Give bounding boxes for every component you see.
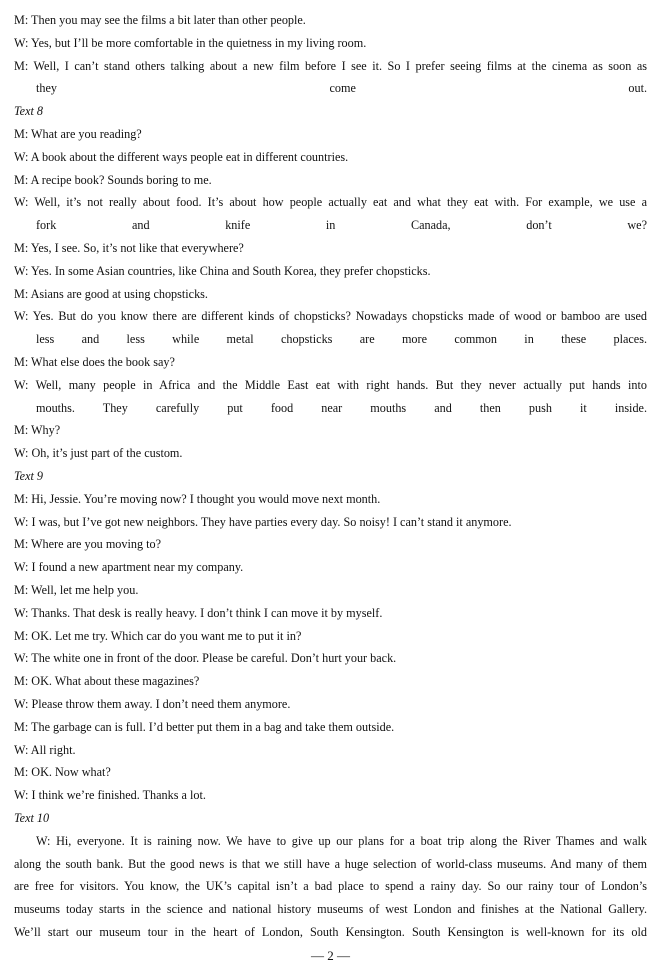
section-heading: Text 9 (14, 469, 44, 483)
text-line: fork and knife in Canada, don’t we? (36, 218, 647, 233)
text-line: M: Asians are good at using chopsticks. (14, 286, 208, 301)
text-line: W: I found a new apartment near my company. (14, 560, 244, 575)
text-line: W: Well, it’s not really about food. It’s about how people actually eat and what they eat with. For example, we use a (14, 195, 647, 210)
text-line: along the south bank. But the good news is that we still have a huge selection of world-class museums. And many of them (14, 856, 647, 871)
text-line: W: The white one in front of the door. Please be careful. Don’t hurt your back. (14, 651, 397, 666)
text-line: W: Hi, everyone. It is raining now. We have to give up our plans for a boat trip along the River Thames and walk (36, 833, 647, 848)
text-line: M: OK. Now what? (14, 765, 111, 780)
page-number: — 2 — (311, 948, 350, 963)
text-line: they come out. (36, 81, 647, 96)
text-line: M: Yes, I see. So, it’s not like that everywhere? (14, 241, 244, 255)
text-line: We’ll start our museum tour in the heart of London, South Kensington. South Kensington is well-known for its old (14, 925, 647, 939)
text-line: W: Please throw them away. I don’t need them anymore. (14, 697, 291, 711)
text-line: W: Well, many people in Africa and the Middle East eat with right hands. But they never actually put hands into (14, 377, 647, 392)
text-line: W: I was, but I’ve got new neighbors. They have parties every day. So noisy! I can’t stand it anymore. (14, 514, 512, 529)
text-line: W: A book about the different ways people eat in different countries. (14, 149, 349, 164)
text-line: M: Hi, Jessie. You’re moving now? I thought you would move next month. (14, 491, 381, 506)
text-line: M: OK. Let me try. Which car do you want me to put it in? (14, 628, 302, 643)
text-line: M: Where are you moving to? (14, 537, 161, 552)
text-line: M: Then you may see the films a bit later than other people. (14, 13, 306, 27)
section-heading: Text 10 (14, 811, 50, 825)
text-line: W: All right. (14, 742, 76, 757)
text-line: W: Yes. But do you know there are different kinds of chopsticks? Nowadays chopsticks made of wood or bamboo are used (14, 309, 647, 324)
text-line: are free for visitors. You know, the UK’s capital isn’t a bad place to spend a rainy day. So our rainy tour of London’s (14, 879, 647, 894)
text-line: W: I think we’re finished. Thanks a lot. (14, 788, 206, 803)
text-line: M: Well, I can’t stand others talking about a new film before I see it. So I prefer seeing films at the cinema as soon as (14, 58, 647, 73)
text-line: M: OK. What about these magazines? (14, 674, 200, 689)
text-line: W: Thanks. That desk is really heavy. I don’t think I can move it by myself. (14, 605, 383, 620)
text-line: museums today starts in the science and national history museums of west London and finishes at the National Gallery. (14, 902, 647, 917)
text-line: W: Yes. In some Asian countries, like China and South Korea, they prefer chopsticks. (14, 263, 431, 278)
text-line: W: Yes, but I’ll be more comfortable in the quietness in my living room. (14, 35, 367, 50)
section-heading: Text 8 (14, 104, 44, 119)
text-line: M: What are you reading? (14, 127, 142, 141)
text-line: M: What else does the book say? (14, 355, 175, 369)
text-line: M: Well, let me help you. (14, 583, 139, 597)
text-line: less and less while metal chopsticks are more common in these places. (36, 332, 647, 347)
text-line: W: Oh, it’s just part of the custom. (14, 446, 183, 461)
text-line: M: Why? (14, 423, 61, 438)
text-line: M: A recipe book? Sounds boring to me. (14, 172, 212, 187)
text-line: mouths. They carefully put food near mouths and then push it inside. (36, 400, 647, 415)
text-line: M: The garbage can is full. I’d better put them in a bag and take them outside. (14, 719, 395, 734)
